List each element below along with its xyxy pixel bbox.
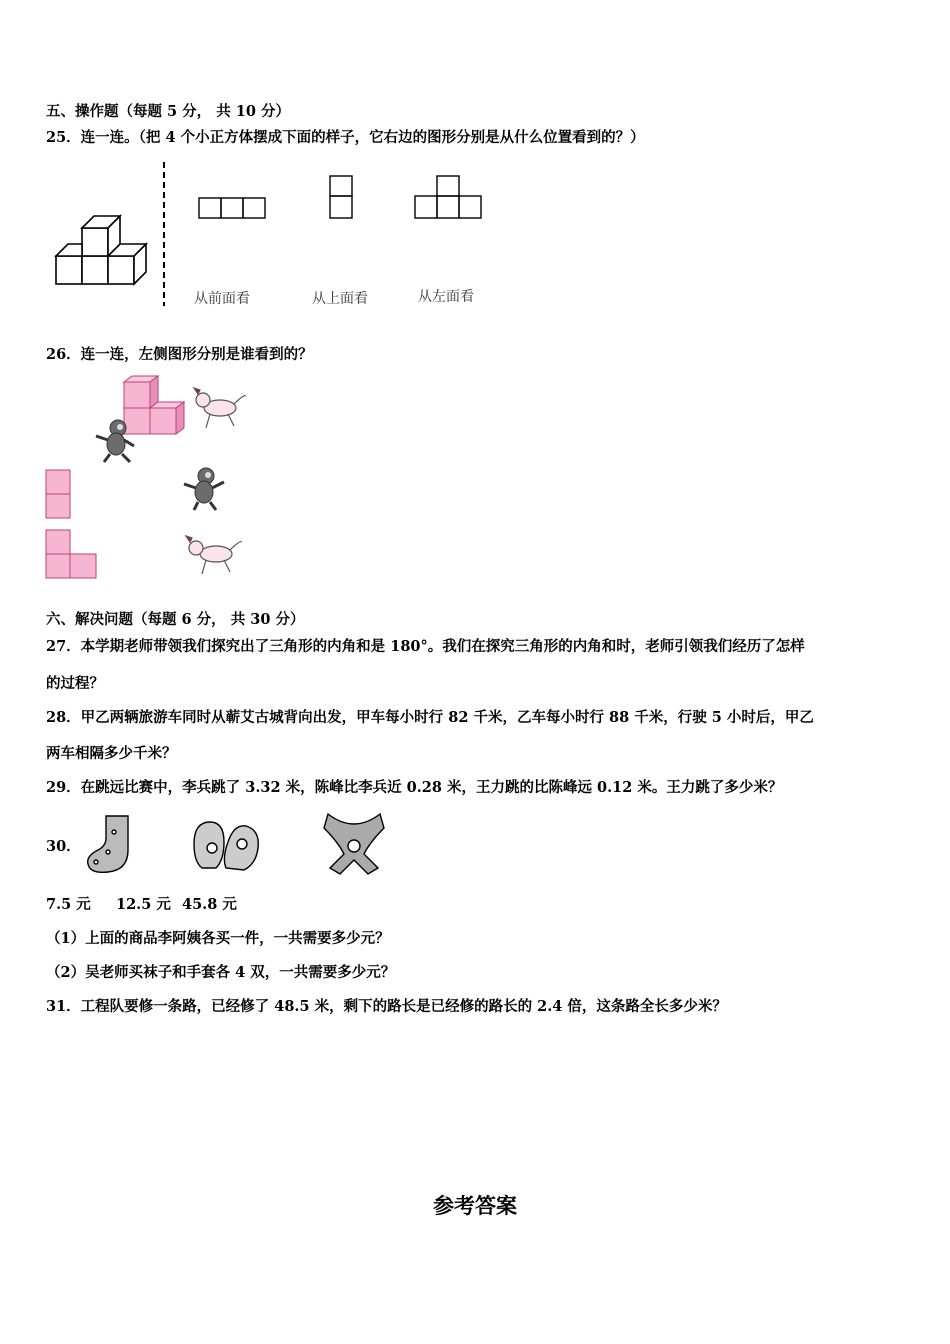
question-26: 26．连一连，左侧图形分别是谁看到的？: [46, 346, 313, 363]
gloves-icon: [194, 822, 258, 870]
top-view-shape: [330, 176, 352, 218]
scarf-icon: [324, 814, 384, 874]
question-28-line1: 28．甲乙两辆旅游车同时从蕲艾古城背向出发，甲车每小时行 82 千米，乙车每小时行 88 千米，行驶 5 小时后，甲乙: [46, 709, 814, 726]
monkey-option-icon: [184, 468, 224, 510]
question-29: 29．在跳远比赛中，李兵跳了 3.32 米，陈峰比李兵近 0.28 米，王力跳的比陈峰远 0.12 米。王力跳了多少米？: [46, 779, 783, 796]
price-scarf: 45.8 元: [182, 896, 237, 913]
section5-heading: 五、操作题（每题 5 分， 共 10 分）: [46, 103, 291, 120]
question-31: 31．工程队要修一条路，已经修了 48.5 米，剩下的路长是已经修的路长的 2.4 倍，这条路全长多少米？: [46, 998, 727, 1015]
label-front-view: 从前面看: [194, 291, 250, 307]
question-27-line1: 27．本学期老师带领我们探究出了三角形的内角和是 180°。我们在探究三角形的内角和时，老师引领我们经历了怎样: [46, 638, 805, 655]
q26-figure: [40, 370, 270, 585]
pink-cube-stack: [124, 376, 184, 434]
question-30-sub2: （2）吴老师买袜子和手套各 4 双，一共需要多少元？: [46, 964, 396, 981]
cube-stack-drawing: [56, 216, 146, 284]
price-sock: 7.5 元: [46, 896, 91, 913]
sock-icon: [88, 816, 128, 872]
view-shape-l-shape: [46, 530, 96, 578]
left-view-shape: [415, 176, 481, 218]
price-gloves: 12.5 元: [116, 896, 171, 913]
dog-option-icon: [186, 536, 242, 574]
front-view-shape: [199, 198, 265, 218]
question-30-number: 30．: [46, 838, 81, 855]
q30-products: [84, 812, 394, 878]
view-shape-two-stacked: [46, 470, 70, 518]
question-30-sub1: （1）上面的商品李阿姨各买一件，一共需要多少元？: [46, 930, 390, 947]
section6-heading: 六、解决问题（每题 6 分， 共 30 分）: [46, 611, 305, 628]
question-25: 25．连一连。（把 4 个小正方体摆成下面的样子，它右边的图形分别是从什么位置看到的？）: [46, 129, 645, 146]
label-top-view: 从上面看: [312, 291, 368, 307]
label-left-view: 从左面看: [418, 289, 474, 305]
question-27-line2: 的过程？: [46, 675, 104, 692]
question-28-line2: 两车相隔多少千米？: [46, 745, 177, 762]
dog-icon: [194, 388, 246, 428]
answers-title: 参考答案: [433, 1194, 517, 1218]
